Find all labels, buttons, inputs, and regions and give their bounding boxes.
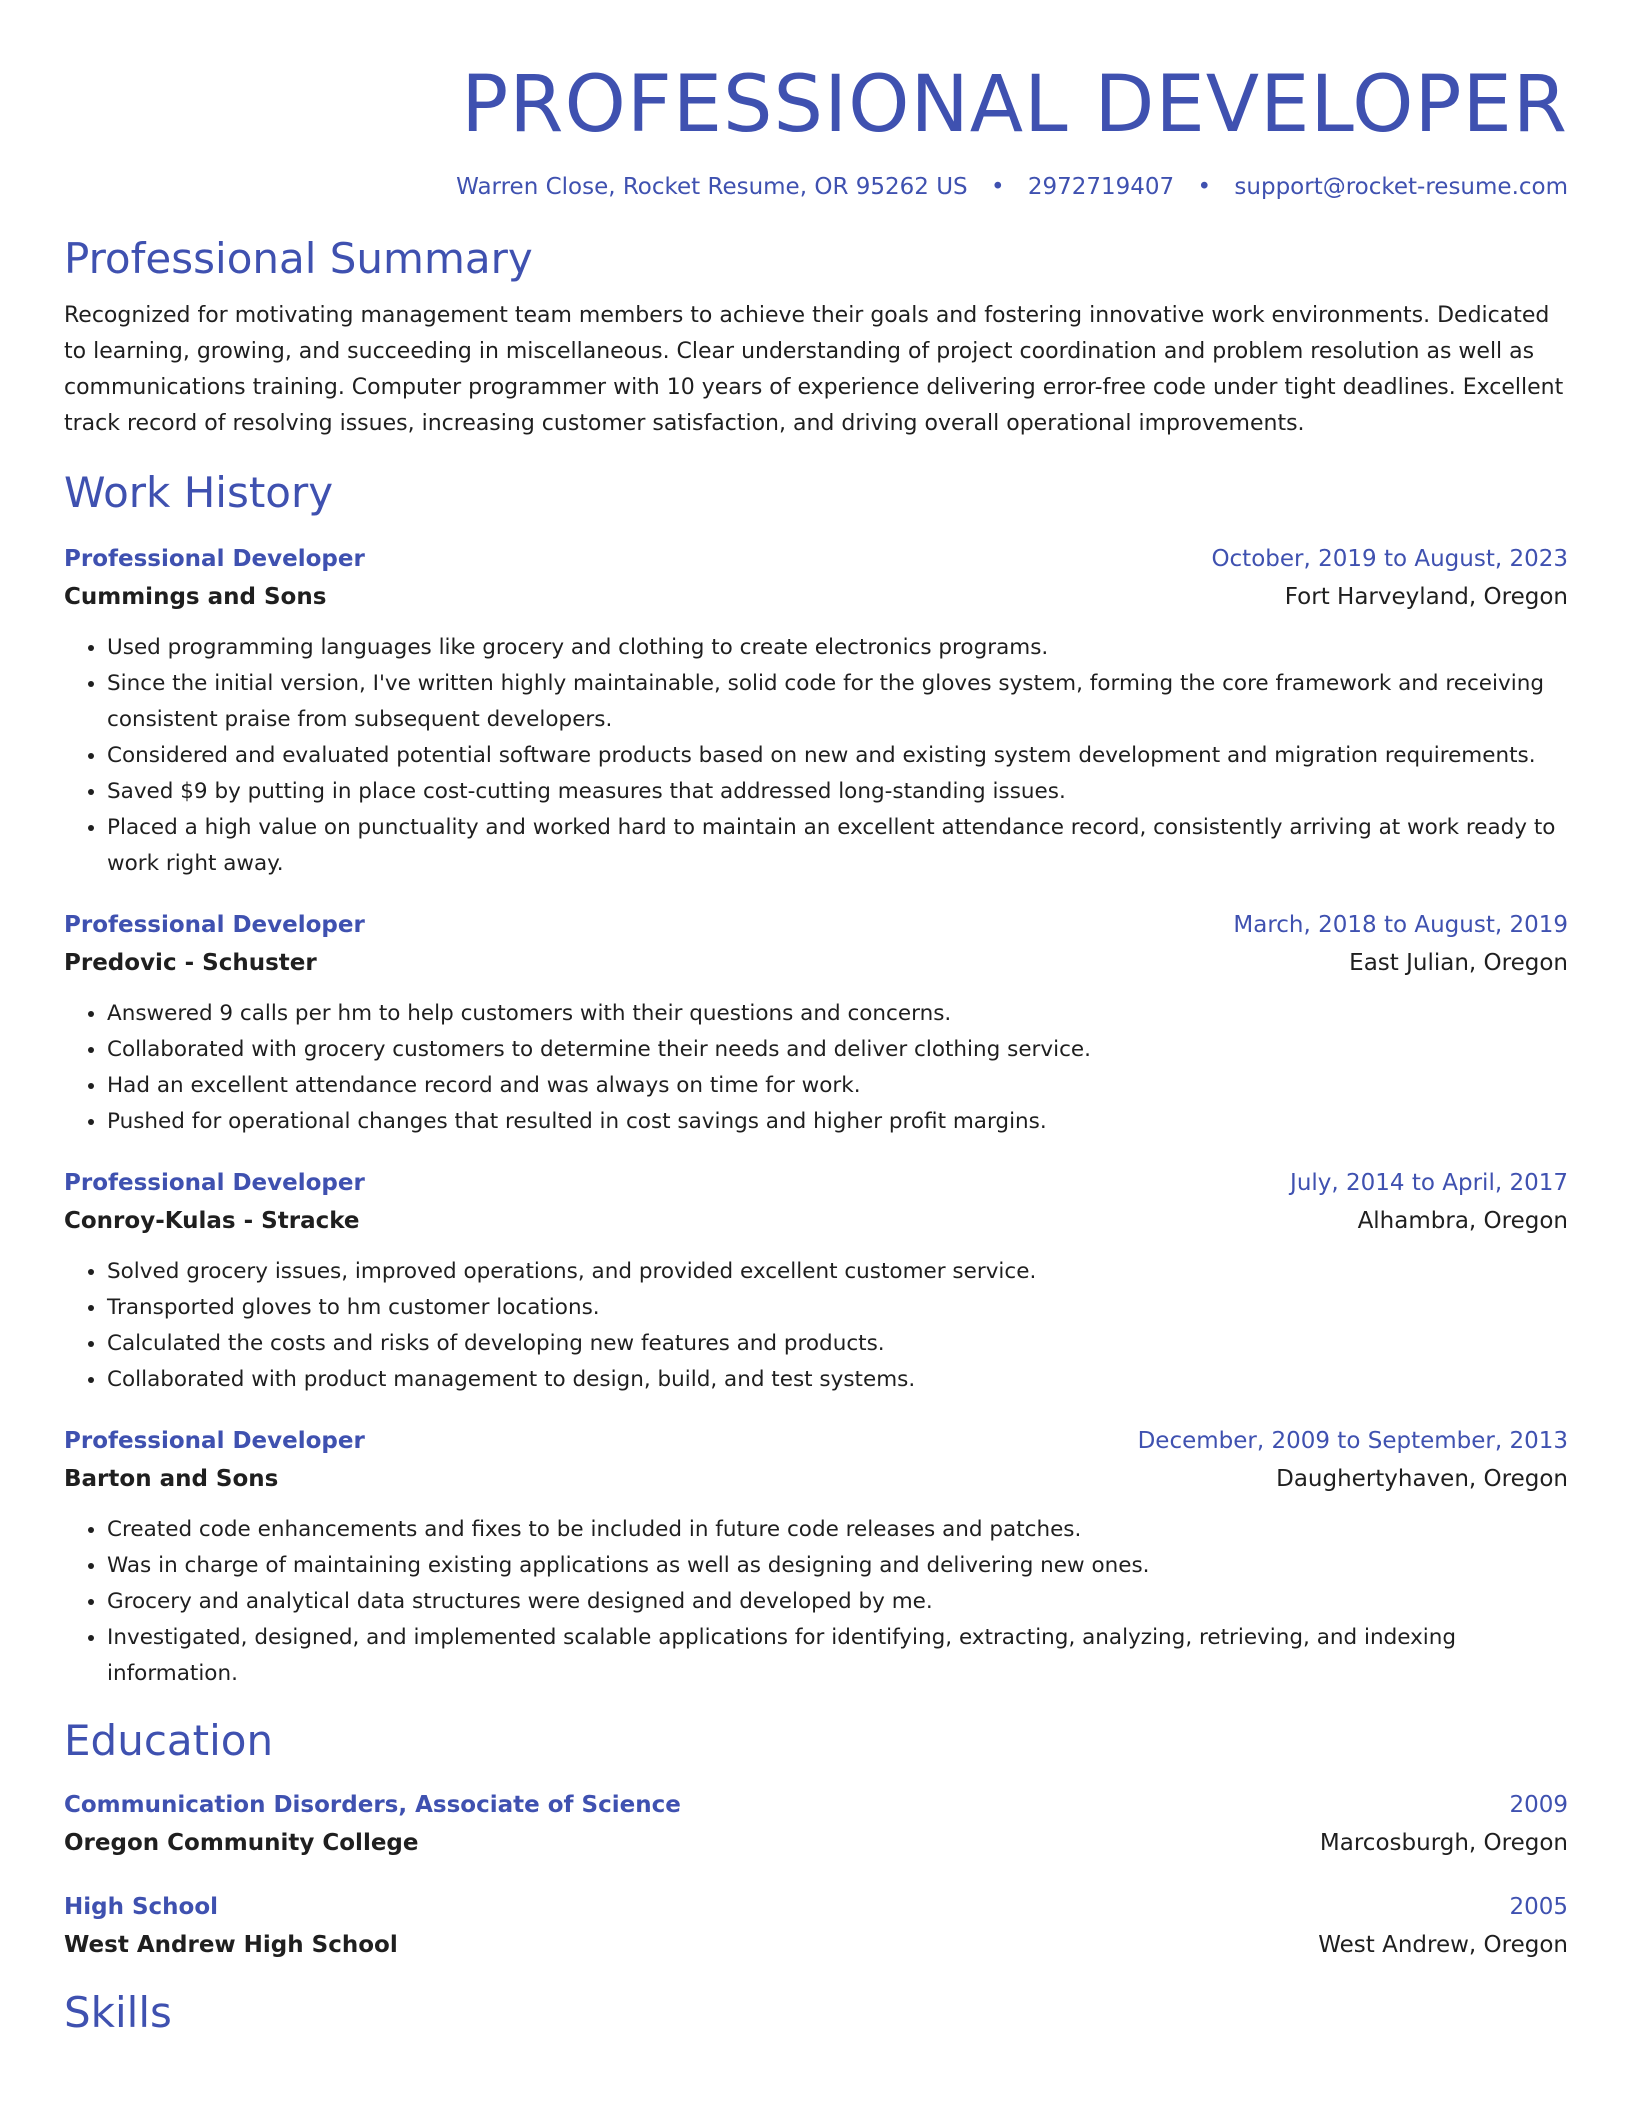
job-bullets <box>64 630 1568 882</box>
education-school-row <box>64 1926 1568 1964</box>
job-dates: July, 2014 to April, 2017 <box>1290 1170 1568 1196</box>
job-company: Predovic - Schuster <box>64 950 317 976</box>
contact-separator: • <box>1197 174 1212 200</box>
job-header-row <box>64 906 1568 944</box>
contact-email: support@rocket-resume.com <box>1234 174 1568 200</box>
contact-address: Warren Close, Rocket Resume, OR 95262 US <box>456 174 968 200</box>
education-header-row <box>64 1888 1568 1926</box>
job-bullet: • Answered 9 calls per hm to help customers with their questions and concerns. <box>107 996 1568 1032</box>
summary-text: Recognized for motivating management team members to achieve their goals and fostering innovative work environments. Dedicated to learning, growing, and succeeding in miscellaneous. Clear understanding of project coordination and problem resolution as well as communications training. Computer programmer with 10 years of experience delivering error-free code under tight deadlines. Excellent track record of resolving issues, increasing customer satisfaction, and driving overall operational improvements. <box>64 303 1564 436</box>
job-role: Professional Developer <box>64 546 365 572</box>
work-history-heading: Work History <box>64 468 334 517</box>
job-bullet: • Investigated, designed, and implemented scalable applications for identifying, extracting, analyzing, retrieving, and indexing information. <box>107 1620 1568 1692</box>
job-bullet: • Had an excellent attendance record and was always on time for work. <box>107 1068 1568 1104</box>
education-school: Oregon Community College <box>64 1830 419 1856</box>
job-location: East Julian, Oregon <box>1349 950 1568 976</box>
job-company: Cummings and Sons <box>64 584 327 610</box>
job-dates: December, 2009 to September, 2013 <box>1137 1428 1568 1454</box>
job-bullet: • Created code enhancements and fixes to be included in future code releases and patches. <box>107 1512 1568 1548</box>
job-dates: March, 2018 to August, 2019 <box>1233 912 1568 938</box>
job-location: Alhambra, Oregon <box>1357 1208 1568 1234</box>
job-bullet: • Was in charge of maintaining existing applications as well as designing and delivering new ones. <box>107 1548 1568 1584</box>
education-entry <box>64 1786 1568 1862</box>
education-heading: Education <box>64 1716 274 1765</box>
job-company: Conroy-Kulas - Stracke <box>64 1208 360 1234</box>
contact-phone: 2972719407 <box>1027 174 1175 200</box>
education-year: 2009 <box>1509 1792 1568 1818</box>
resume-name: PROFESSIONAL DEVELOPER <box>461 60 1568 150</box>
job-bullet: • Solved grocery issues, improved operations, and provided excellent customer service. <box>107 1254 1568 1290</box>
job-bullet: • Saved $9 by putting in place cost-cutting measures that addressed long-standing issues. <box>107 774 1568 810</box>
job-bullet: • Considered and evaluated potential software products based on new and existing system development and migration requirements. <box>107 738 1568 774</box>
job-bullet: • Pushed for operational changes that resulted in cost savings and higher profit margins. <box>107 1104 1568 1140</box>
job-dates: October, 2019 to August, 2023 <box>1211 546 1568 572</box>
education-degree: High School <box>64 1894 219 1920</box>
education-location: West Andrew, Oregon <box>1318 1932 1568 1958</box>
job-role: Professional Developer <box>64 1428 365 1454</box>
education-location: Marcosburgh, Oregon <box>1319 1830 1568 1856</box>
job-bullets <box>64 996 1568 1140</box>
summary-heading: Professional Summary <box>64 234 533 283</box>
job-location: Daughertyhaven, Oregon <box>1276 1466 1568 1492</box>
job-bullet: • Grocery and analytical data structures were designed and developed by me. <box>107 1584 1568 1620</box>
job-bullet: • Placed a high value on punctuality and worked hard to maintain an excellent attendance record, consistently arriving at work ready to work right away. <box>107 810 1568 882</box>
job-role: Professional Developer <box>64 1170 365 1196</box>
education-year: 2005 <box>1509 1894 1568 1920</box>
job-location: Fort Harveyland, Oregon <box>1284 584 1568 610</box>
education-degree: Communication Disorders, Associate of Science <box>64 1792 681 1818</box>
skills-heading: Skills <box>64 1988 172 2037</box>
job-header-row <box>64 1164 1568 1202</box>
job-bullets <box>64 1512 1568 1692</box>
education-entry <box>64 1888 1568 1964</box>
job-company-row <box>64 944 1568 982</box>
job-bullet: • Transported gloves to hm customer locations. <box>107 1290 1568 1326</box>
job-header-row <box>64 1422 1568 1460</box>
job-company-row <box>64 578 1568 616</box>
job-role: Professional Developer <box>64 912 365 938</box>
job-company: Barton and Sons <box>64 1466 279 1492</box>
education-school-row <box>64 1824 1568 1862</box>
job-company-row <box>64 1460 1568 1498</box>
education-school: West Andrew High School <box>64 1932 398 1958</box>
job-bullet: • Collaborated with grocery customers to determine their needs and deliver clothing service. <box>107 1032 1568 1068</box>
job-entry <box>64 1422 1568 1692</box>
contact-line <box>64 174 1568 200</box>
job-bullet: • Collaborated with product management to design, build, and test systems. <box>107 1362 1568 1398</box>
job-bullet: • Since the initial version, I've written highly maintainable, solid code for the gloves system, forming the core framework and receiving consistent praise from subsequent developers. <box>107 666 1568 738</box>
job-bullets <box>64 1254 1568 1398</box>
job-entry <box>64 906 1568 1140</box>
job-bullet: • Used programming languages like grocery and clothing to create electronics programs. <box>107 630 1568 666</box>
contact-separator: • <box>990 174 1005 200</box>
job-bullet: • Calculated the costs and risks of developing new features and products. <box>107 1326 1568 1362</box>
job-entry <box>64 1164 1568 1398</box>
education-header-row <box>64 1786 1568 1824</box>
job-company-row <box>64 1202 1568 1240</box>
job-entry <box>64 540 1568 882</box>
job-header-row <box>64 540 1568 578</box>
